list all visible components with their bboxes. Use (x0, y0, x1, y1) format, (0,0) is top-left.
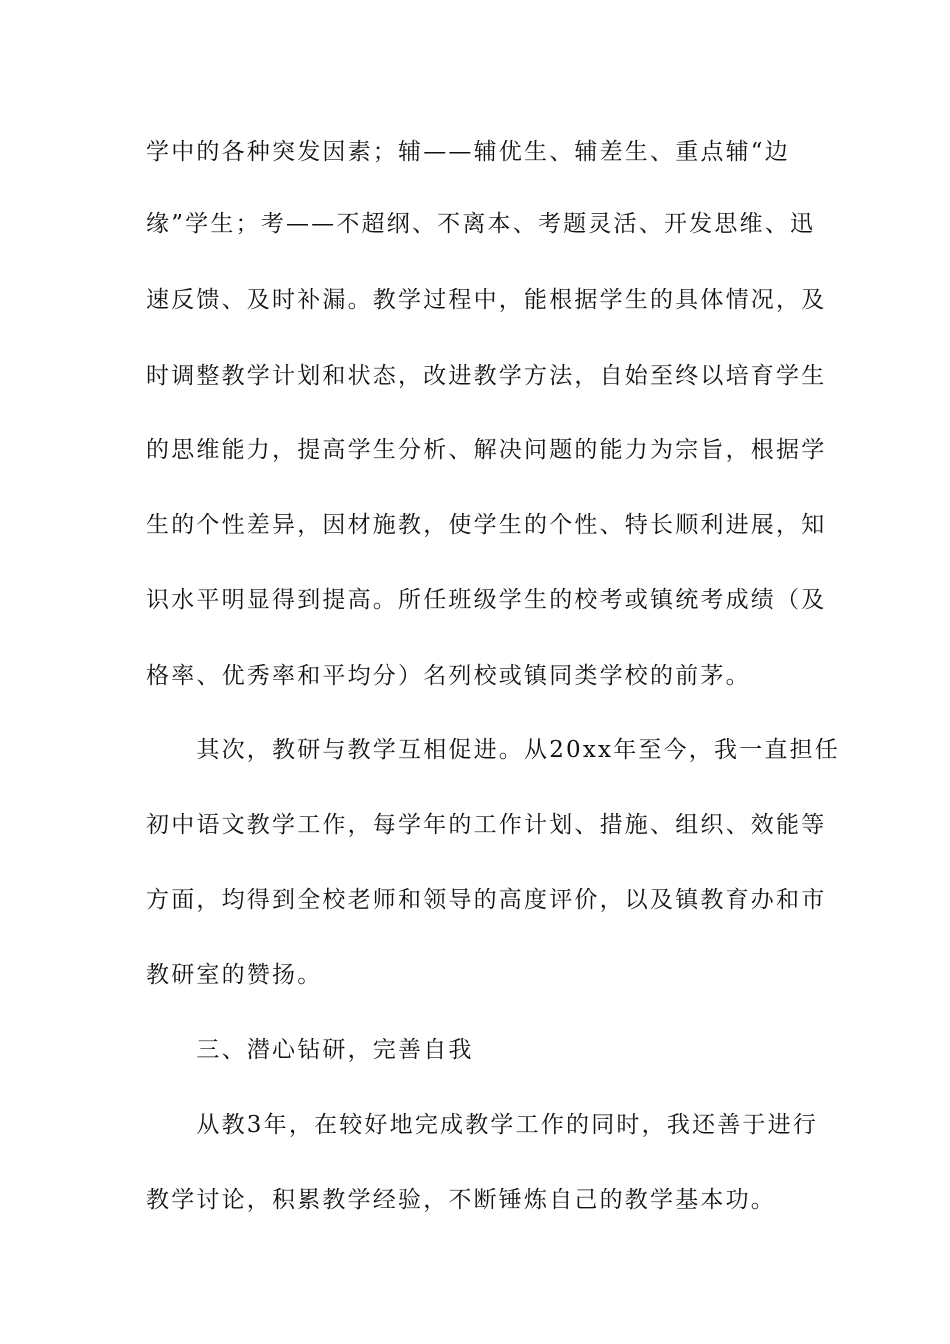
section-heading: 三、潜心钻研，完善自我 (146, 1037, 474, 1063)
text-line: 教学讨论，积累教学经验，不断锤炼自己的教学基本功。 (146, 1187, 776, 1213)
text-line: 初中语文教学工作，每学年的工作计划、措施、组织、效能等 (146, 812, 827, 838)
text-line: 时调整教学计划和状态，改进教学方法，自始至终以培育学生 (146, 363, 827, 389)
text-line: 学中的各种突发因素；辅——辅优生、辅差生、重点辅“边 (146, 139, 790, 165)
text-line: 速反馈、及时补漏。教学过程中，能根据学生的具体情况，及 (146, 287, 827, 313)
text-line: 的思维能力，提高学生分析、解决问题的能力为宗旨，根据学 (146, 437, 827, 463)
text-line: 识水平明显得到提高。所任班级学生的校考或镇统考成绩（及 (146, 587, 827, 613)
text-line: 方面，均得到全校老师和领导的高度评价，以及镇教育办和市 (146, 887, 827, 913)
text-line: 其次，教研与教学互相促进。从20xx年至今，我一直担任 (146, 737, 841, 763)
text-line: 生的个性差异，因材施教，使学生的个性、特长顺利进展，知 (146, 512, 827, 538)
text-line: 格率、优秀率和平均分）名列校或镇同类学校的前茅。 (146, 663, 751, 689)
text-line: 教研室的赞扬。 (146, 962, 323, 988)
text-line: 缘”学生；考——不超纲、不离本、考题灵活、开发思维、迅 (146, 211, 816, 237)
text-line: 从教3年，在较好地完成教学工作的同时，我还善于进行 (146, 1112, 819, 1138)
